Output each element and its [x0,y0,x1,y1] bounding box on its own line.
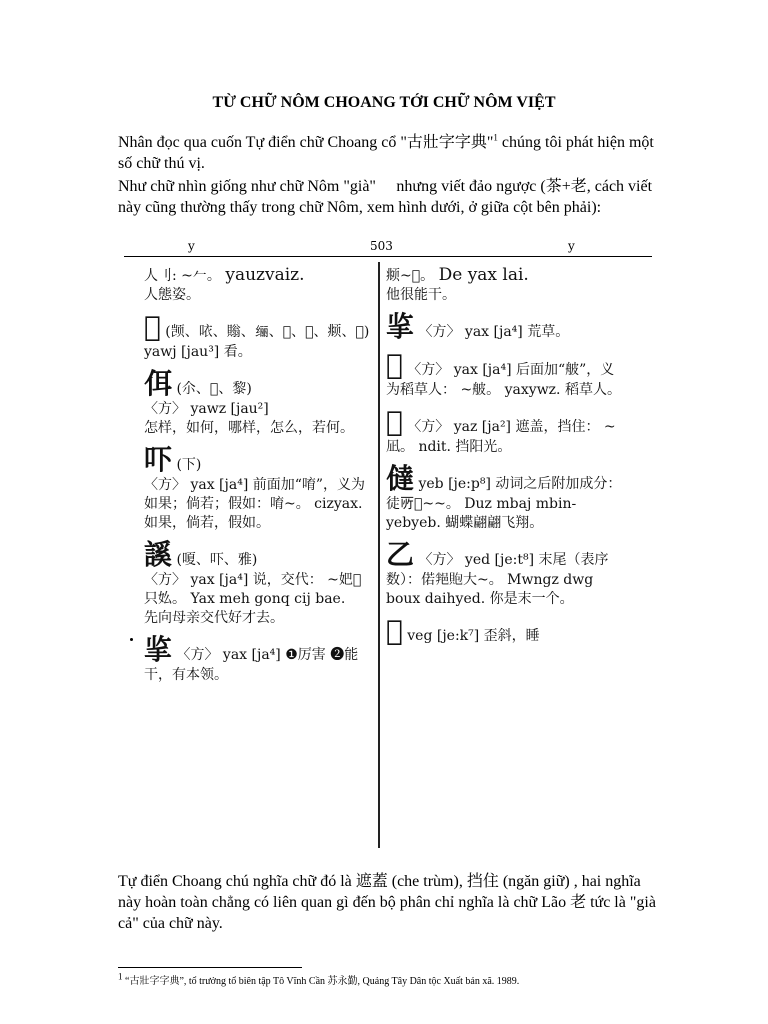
entry-head: 𫖯~𫛵。 [386,268,435,284]
entry-head: 乙 [386,538,415,571]
scan-header-right: y [568,239,575,253]
scan-speck [130,638,133,641]
entry-head: 㒓 [386,462,415,495]
page-title: TỪ CHỮ NÔM CHOANG TỚI CHỮ NÔM VIỆT [212,94,556,111]
entry-head: 㧛 [386,310,415,343]
entry-head: 𪎍 [144,310,161,343]
dictionary-entry [386,349,622,400]
dictionary-entry [144,539,370,628]
dictionary-entry [386,615,622,647]
entry-text: 〈方〉 yax [ja⁴] 前面加“唷”，义为如果；倘若；假如：唷~。 cizyax. [144,477,366,512]
entry-text: 〈方〉 yax [ja⁴] 荒草。 [418,324,570,340]
entry-head: 佴 [144,367,173,400]
entry-variants: (𫖮、𠲖、𧷜、𫄥、𥈳、𦚦、𫖯、𠴐) [165,324,370,340]
footnote-text: “古壯字字典”, tổ trưởng tổ biên tập Tô Vĩnh Cần 苏永勤, Quảng Tây Dân tộc Xuất bản xã. 1989. [122,976,520,987]
dictionary-entry [386,311,622,343]
entry-text: 〈方〉 yaz [ja²] 遮盖，挡住： ~凪。 ndit. 挡阳光。 [386,419,616,455]
dictionary-entry [386,539,622,609]
footnote-reference: 1 [493,132,498,143]
footnote-separator [118,967,302,968]
example-paragraph: Như chữ nhìn giống như chữ Nôm "già" 𦓅 nhưng viết đảo ngược (茶+老, cách viết này cũng thường thấy trong chữ Nôm, xem hình dưới, ở giữa cột bên phải): [118,178,653,216]
entry-variants: (尒、𪟊、黎) [176,381,252,397]
entry-text: veg [je:k⁷] 歪斜，睡 [407,628,540,644]
scan-page-number: 503 [370,239,393,253]
dictionary-entry [386,463,622,533]
dictionary-entry [144,368,370,438]
entry-head: 㧛 [144,633,173,666]
dictionary-entry [144,311,370,362]
entry-text: 〈方〉 yax [ja⁴] ❶厉害 ❷能干，有本领。 [144,647,359,683]
scan-header [124,238,652,257]
entry-head: 𦓅 [386,405,403,438]
entry-text: De yax lai. [438,265,529,285]
entry-text: yeb [je:p⁸] 动词之后附加成分：徒𫠦𦓅~~。 Duz mbaj mbin-yebyeb. 蝴蝶翩翩飞翔。 [386,476,622,531]
entry-head: 𠮝 [386,614,403,647]
dictionary-entry [144,444,370,533]
entry-head: 𪭅 [386,348,403,381]
intro-text-after: chúng tôi phát hiện một số chữ thú vị. [118,134,654,172]
intro-text-before: Nhân đọc qua cuốn Tự điển chữ Choang cổ "古壯字字典" [118,134,494,151]
scan-left-column [144,266,370,691]
entry-variants: (嗄、吓、雅) [176,552,258,568]
entry-gloss: 先向母亲交代好才去。 [144,610,284,626]
entry-text: 〈方〉 yax [ja⁴] 后面加“𦨭”，义为稻草人： ~𦨭。 yaxywz. 稻草人。 [386,362,621,398]
entry-gloss: 人態姿。 [144,287,200,303]
column-divider [378,262,380,848]
dictionary-entry [144,634,370,685]
explanation-paragraph: Tự điển Choang chú nghĩa chữ đó là 遮蓋 (che trùm), 挡住 (ngăn giữ) , hai nghĩa này hoàn toàn chẳng có liên quan gì đến bộ phân chỉ nghĩa là chữ Lão 老 tức là "già cả" của chữ này. [118,873,656,932]
intro-paragraph [118,132,658,174]
entry-head: 謑 [144,538,173,571]
entry-gloss: 他很能干。 [386,287,456,303]
entry-text: yauzvaiz. [225,265,305,285]
entry-text: yawj [jau³] 看。 [144,344,252,360]
entry-variants: (下) [176,457,202,473]
entry-text: 〈方〉 yawz [jau²] [144,401,269,417]
entry-text: 〈方〉 yed [je:t⁸] 末尾（表序数）：偌𨚚𧵢大~。 Mwngz dwg boux daihyed. 你是末一个。 [386,552,609,607]
entry-head: 吓 [144,443,173,476]
scan-right-column [386,266,622,653]
entry-text: 〈方〉 yax [ja⁴] 说，交代： ~妑𫍥只𡚸。 Yax meh gonq cij bae. [144,572,362,607]
dictionary-entry [386,406,622,457]
scan-header-left: y [188,239,195,253]
dictionary-entry [386,266,622,305]
footnote [118,971,678,988]
dictionary-page-scan [124,238,652,850]
entry-head: 人刂: ~𠂉。 [144,268,221,284]
entry-gloss: 如果，倘若，假如。 [144,515,270,531]
dictionary-entry [144,266,370,305]
footnote-marker: 1 [118,971,123,982]
entry-gloss: 怎样，如何，哪样，怎么，若何。 [144,420,354,436]
